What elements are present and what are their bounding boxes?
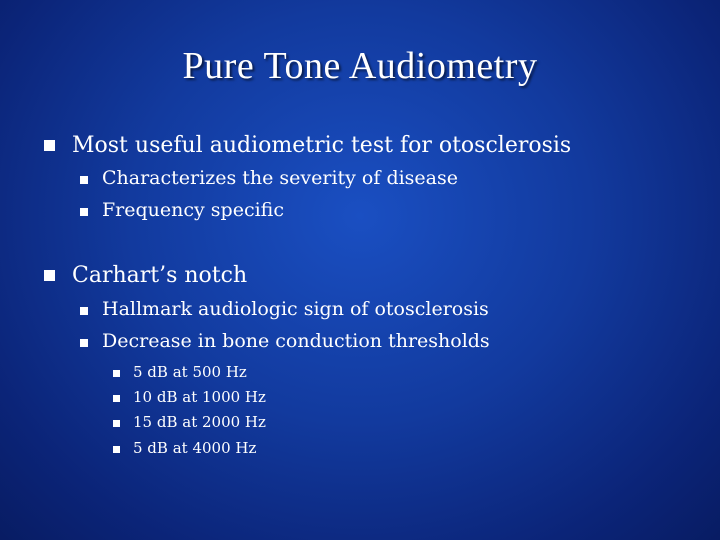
square-bullet-icon (80, 339, 88, 347)
sub-bullet-text: Characterizes the severity of disease (102, 167, 458, 189)
square-bullet-icon (80, 208, 88, 216)
square-bullet-icon (44, 270, 55, 281)
sub-sub-bullet-text: 15 dB at 2000 Hz (133, 413, 266, 431)
sub-sub-bullet-text: 10 dB at 1000 Hz (133, 388, 266, 406)
bullet-text: Most useful audiometric test for otosclerosis (72, 133, 572, 158)
sub-bullet-text: Decrease in bone conduction thresholds (102, 330, 490, 352)
square-bullet-icon (80, 307, 88, 315)
sub-bullet-item (80, 167, 458, 189)
square-bullet-icon (113, 420, 120, 427)
square-bullet-icon (44, 140, 55, 151)
bullet-item (44, 263, 247, 288)
sub-bullet-item (80, 330, 490, 352)
bullet-item (44, 133, 571, 158)
square-bullet-icon (113, 395, 120, 402)
sub-sub-bullet-item (113, 388, 266, 406)
sub-bullet-text: Hallmark audiologic sign of otosclerosis (102, 298, 489, 320)
sub-sub-bullet-item (113, 413, 266, 431)
sub-sub-bullet-item (113, 363, 247, 381)
square-bullet-icon (80, 176, 88, 184)
sub-bullet-text: Frequency specific (102, 199, 284, 221)
sub-sub-bullet-text: 5 dB at 500 Hz (133, 363, 247, 381)
sub-bullet-item (80, 298, 489, 320)
square-bullet-icon (113, 370, 120, 377)
bullet-text: Carhart’s notch (72, 263, 248, 288)
sub-sub-bullet-item (113, 439, 256, 457)
sub-bullet-item (80, 199, 284, 221)
sub-sub-bullet-text: 5 dB at 4000 Hz (133, 439, 257, 457)
square-bullet-icon (113, 446, 120, 453)
slide-title: Pure Tone Audiometry (182, 45, 538, 87)
